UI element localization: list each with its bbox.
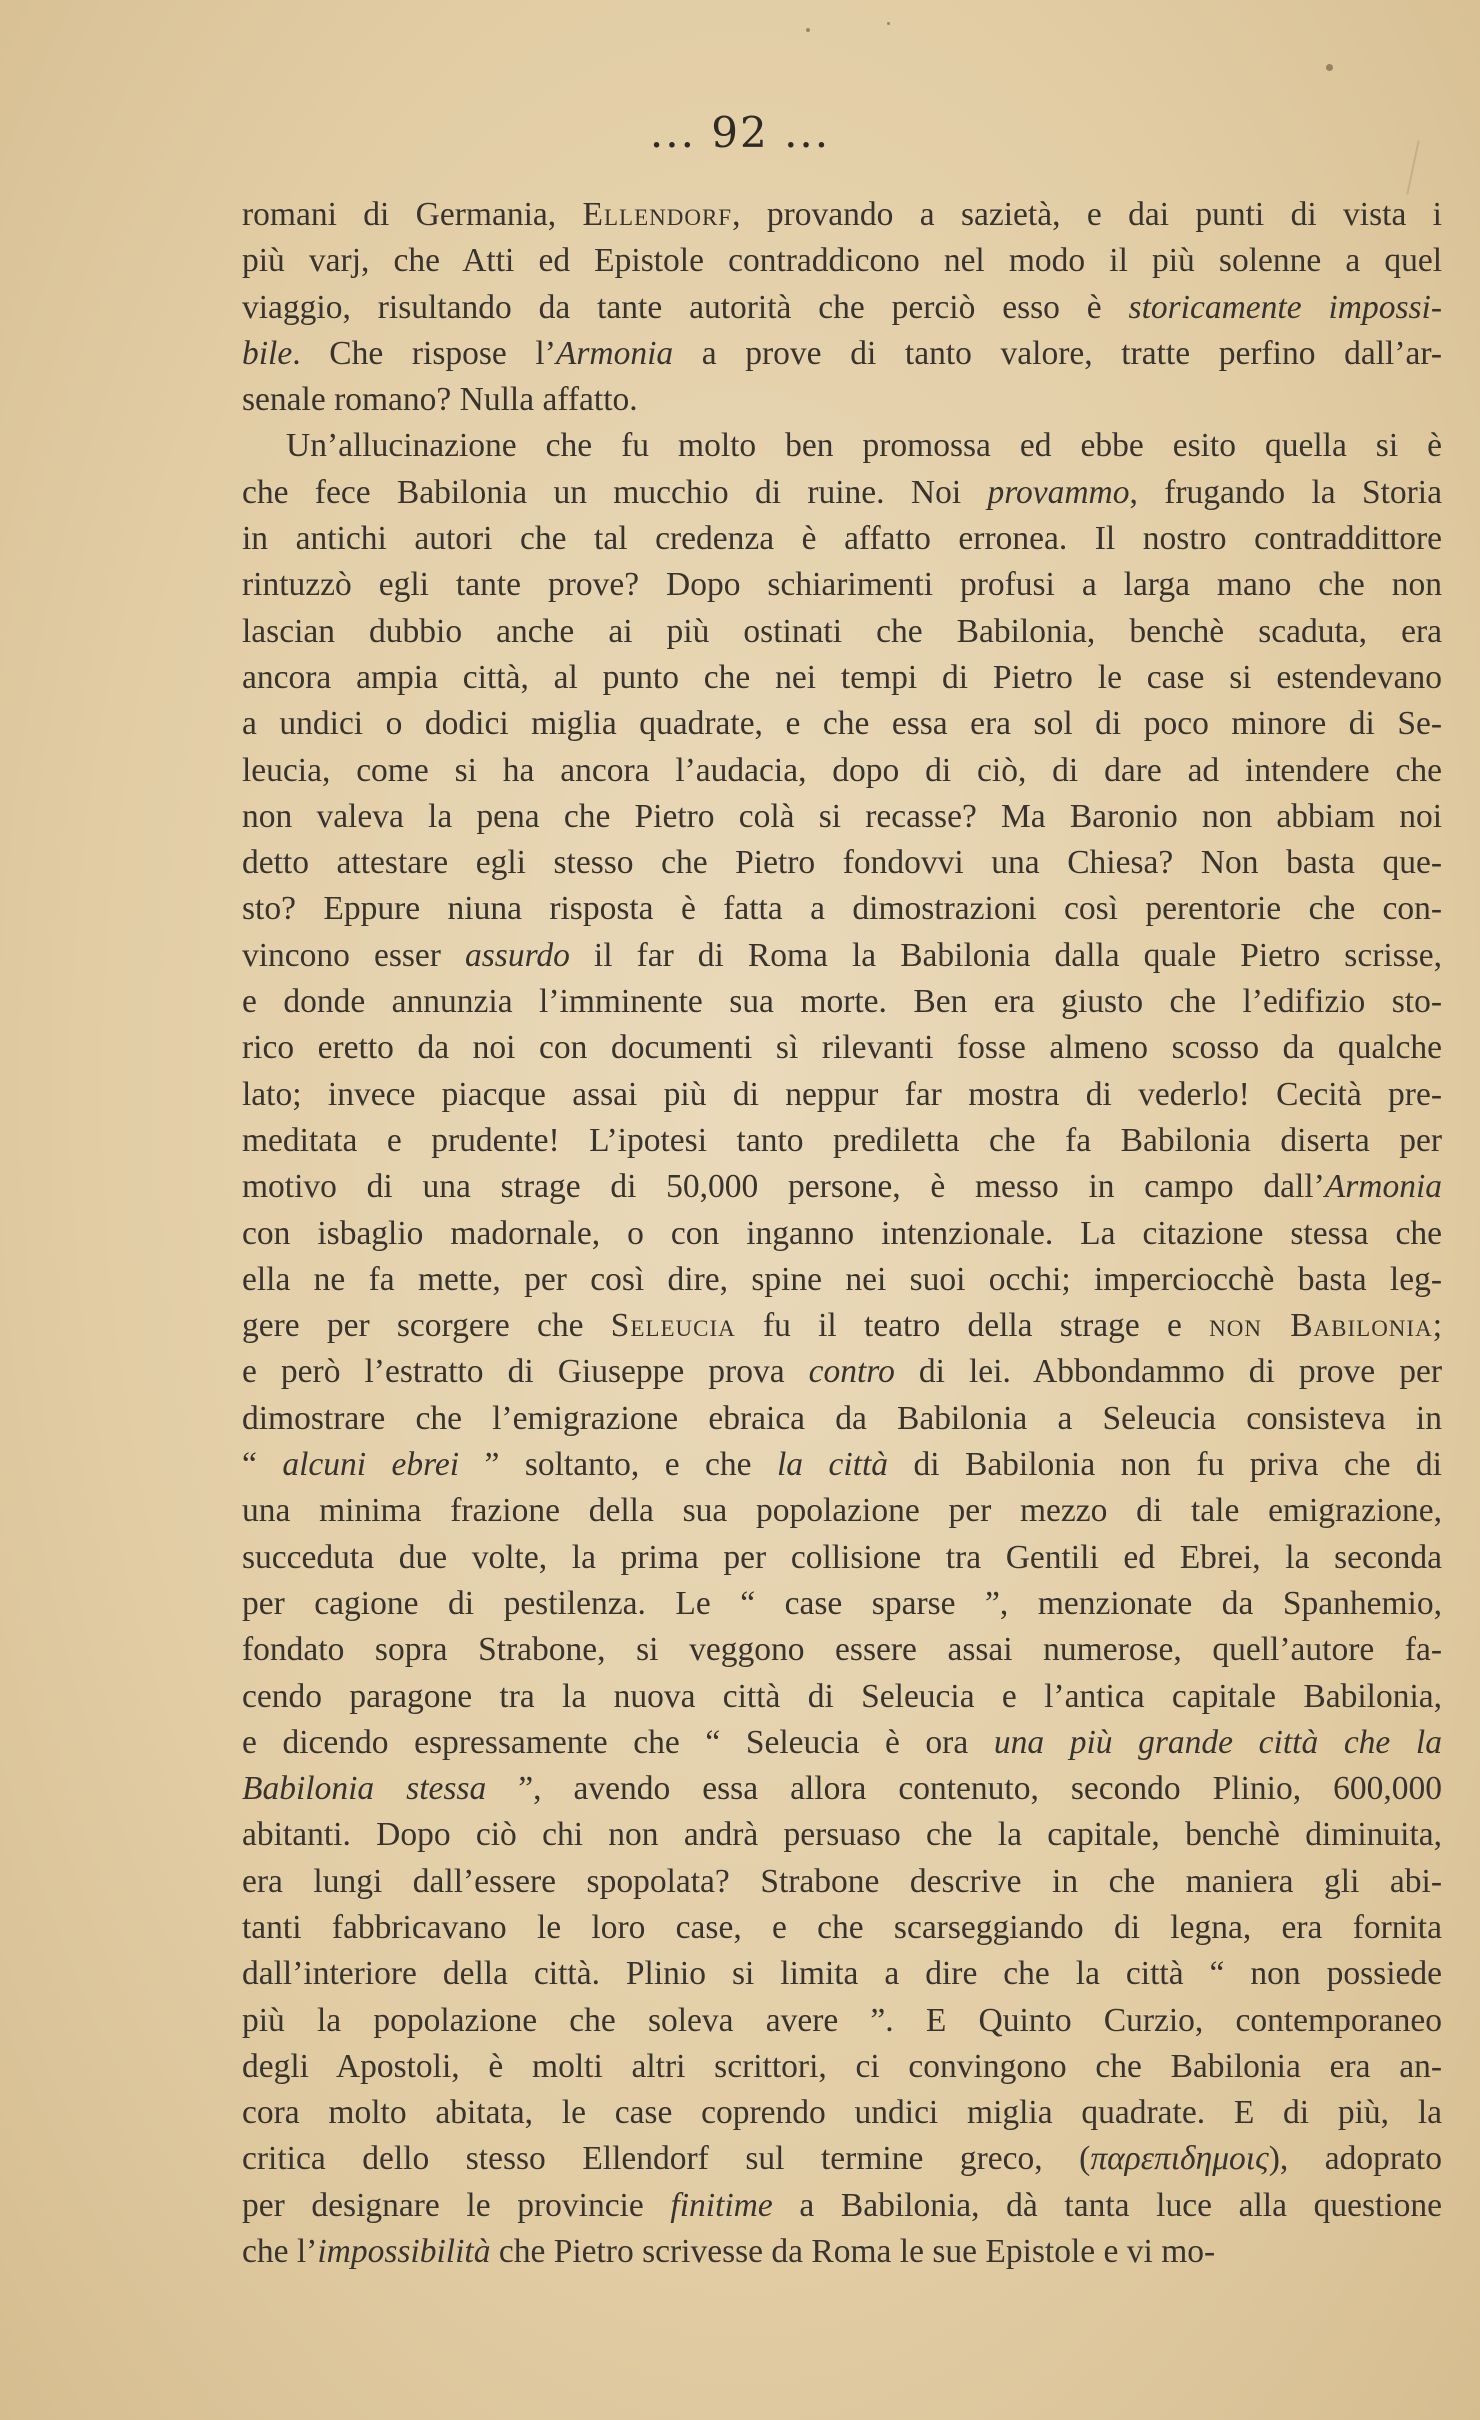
text-line [242, 2183, 1442, 2229]
text-line [242, 840, 1442, 886]
text-line [242, 1627, 1442, 1673]
text-run: senale romano? Nulla affatto. [242, 381, 638, 419]
text-line [242, 2136, 1442, 2182]
text-line [242, 655, 1442, 701]
italic-text: finitime [670, 2186, 773, 2224]
text-run: non valeva la pena che Pietro colà si recasse? Ma Baronio non abbiam noi [242, 797, 1442, 835]
text-run: per cagione di pestilenza. Le “ case sparse ”, menzionate da Spanhemio, [242, 1584, 1442, 1622]
text-run: ella ne fa mette, per così dire, spine nei suoi occhi; imperciocchè basta leg- [242, 1260, 1442, 1298]
text-run: ancora ampia città, al punto che nei tempi di Pietro le case si estendevano [242, 658, 1442, 696]
italic-text: alcuni ebrei [282, 1446, 460, 1484]
text-line [242, 1488, 1442, 1534]
text-line [242, 1951, 1442, 1997]
text-line [242, 979, 1442, 1025]
italic-text: Armonia [1324, 1168, 1442, 1206]
text-run: . Che rispose l’ [292, 334, 556, 372]
text-run: più varj, che Atti ed Epistole contraddicono nel modo il più solenne a quel [242, 242, 1442, 280]
text-run: lascian dubbio anche ai più ostinati che Babilonia, benchè scaduta, era [242, 612, 1442, 650]
italic-text: la città [776, 1446, 889, 1484]
italic-text: Babilonia stessa [242, 1770, 487, 1808]
small-caps-text: non Babilonia [1209, 1307, 1433, 1345]
text-run: che l’ [242, 2233, 318, 2271]
text-run: era lungi dall’essere spopolata? Strabone descrive in che maniera gli abi- [242, 1862, 1442, 1900]
text-run: succeduta due volte, la prima per collisione tra Gentili ed Ebrei, la seconda [242, 1538, 1442, 1576]
text-run: romani di Germania, [242, 196, 583, 233]
text-run: vincono esser [242, 936, 465, 974]
text-run: a prove di tanto valore, tratte perfino dall’ar- [673, 334, 1442, 372]
text-run: e donde annunzia l’imminente sua morte. Ben era giusto che l’edifizio sto- [242, 983, 1442, 1021]
text-run: abitanti. Dopo ciò chi non andrà persuaso che la capitale, benchè diminuita, [242, 1816, 1442, 1854]
text-line [242, 1812, 1442, 1858]
text-line [242, 1025, 1442, 1071]
text-line [242, 470, 1442, 516]
text-run: critica dello stesso Ellendorf sul termine greco, ( [242, 2140, 1091, 2178]
text-run: degli Apostoli, è molti altri scrittori, ci convingono che Babilonia era an- [242, 2047, 1442, 2085]
text-line [242, 1859, 1442, 1905]
paper-speck [806, 28, 810, 32]
text-run: e però l’estratto di Giuseppe prova [242, 1353, 809, 1391]
text-line [242, 331, 1442, 377]
text-run: detto attestare egli stesso che Pietro fondovvi una Chiesa? Non basta que- [242, 844, 1442, 882]
body-text [242, 192, 1442, 2275]
text-run: una minima frazione della sua popolazione per mezzo di tale emigrazione, [242, 1492, 1442, 1530]
text-run: di Babilonia non fu priva che di [888, 1446, 1442, 1484]
text-line [242, 1720, 1442, 1766]
italic-text: impossibilità [317, 2233, 491, 2271]
text-run: più la popolazione che soleva avere ”. E Quinto Curzio, contemporaneo [242, 2001, 1442, 2039]
text-line [242, 238, 1442, 284]
italic-text: παρεπιδημοις [1090, 2140, 1269, 2178]
text-line [242, 1257, 1442, 1303]
text-run: ), adoprato [1268, 2140, 1442, 2178]
text-run: a undici o dodici miglia quadrate, e che essa era sol di poco minore di Se- [242, 705, 1442, 743]
page-number: ... 92 ... [649, 108, 831, 157]
text-run: in antichi autori che tal credenza è affatto erronea. Il nostro contraddittore [242, 520, 1442, 558]
text-line [242, 1674, 1442, 1720]
text-run: di lei. Abbondammo di prove per [894, 1353, 1442, 1391]
text-line [242, 1164, 1442, 1210]
italic-text: una più grande città che la [993, 1723, 1442, 1761]
text-run: dimostrare che l’emigrazione ebraica da Babilonia a Seleucia consisteva in [242, 1399, 1442, 1437]
text-run: a Babilonia, dà tanta luce alla questione [772, 2186, 1442, 2224]
text-line [242, 516, 1442, 562]
text-line [242, 794, 1442, 840]
text-line [242, 1211, 1442, 1257]
text-run: il far di Roma la Babilonia dalla quale Pietro scrisse, [569, 936, 1442, 974]
text-run: con isbaglio madornale, o con inganno intenzionale. La citazione stessa che [242, 1214, 1442, 1252]
text-run: dall’interiore della città. Plinio si limita a dire che la città “ non possiede [242, 1955, 1442, 1993]
text-line [242, 748, 1442, 794]
text-run: cendo paragone tra la nuova città di Seleucia e l’antica capitale Babilonia, [242, 1677, 1442, 1715]
italic-text: bile [242, 334, 293, 372]
text-run: che fece Babilonia un mucchio di ruine. Noi [242, 473, 988, 511]
text-line [242, 2229, 1442, 2275]
text-line [242, 1072, 1442, 1118]
text-line [242, 1998, 1442, 2044]
text-run: che Pietro scrivesse da Roma le sue Epistole e vi mo- [490, 2233, 1216, 2271]
text-run: e dicendo espressamente che “ Seleucia è ora [242, 1723, 994, 1761]
italic-text: Armonia [555, 334, 674, 372]
text-run: viaggio, risultando da tante autorità che perciò esso è [242, 288, 1129, 326]
paper-speck [887, 22, 890, 25]
text-line [242, 1303, 1442, 1349]
text-line [242, 1766, 1442, 1812]
text-run: leucia, come si ha ancora l’audacia, dopo di ciò, di dare ad intendere che [242, 751, 1442, 789]
text-run: ; [1432, 1307, 1442, 1345]
text-line [242, 423, 1442, 469]
text-line [242, 1581, 1442, 1627]
text-line [242, 1349, 1442, 1395]
text-line [242, 192, 1442, 238]
text-run: , frugando la Storia [1129, 473, 1442, 511]
text-run: sto? Eppure niuna risposta è fatta a dimostrazioni così perentorie che con- [242, 890, 1442, 928]
text-line [242, 2044, 1442, 2090]
text-line [242, 2090, 1442, 2136]
italic-text: storicamente impossi- [1128, 288, 1442, 326]
text-line [242, 377, 1442, 423]
text-line [242, 1535, 1442, 1581]
italic-text: provammo [987, 473, 1130, 511]
text-line [242, 1905, 1442, 1951]
text-run: tanti fabbricavano le loro case, e che scarseggiando di legna, era fornita [242, 1908, 1442, 1946]
text-line [242, 285, 1442, 331]
text-run: fondato sopra Strabone, si veggono essere assai numerose, quell’autore fa- [242, 1631, 1442, 1669]
italic-text: contro [808, 1353, 895, 1391]
small-caps-text: Seleucia [610, 1307, 736, 1345]
text-run: lato; invece piacque assai più di neppur far mostra di vederlo! Cecità pre- [242, 1075, 1442, 1113]
text-run: meditata e prudente! L’ipotesi tanto prediletta che fa Babilonia diserta per [242, 1121, 1442, 1159]
text-line [242, 886, 1442, 932]
text-run: fu il teatro della strage e [735, 1307, 1210, 1345]
text-line [242, 701, 1442, 747]
text-run: rico eretto da noi con documenti sì rilevanti fosse almeno scosso da qualche [242, 1029, 1442, 1067]
italic-text: assurdo [465, 936, 570, 974]
text-line [242, 933, 1442, 979]
text-line [242, 1442, 1442, 1488]
paper-speck [1326, 64, 1333, 71]
text-line [242, 1118, 1442, 1164]
text-run: , provando a sazietà, e dai punti di vista i [732, 196, 1442, 233]
text-line [242, 609, 1442, 655]
text-run: “ [242, 1446, 283, 1484]
text-run: ”, avendo essa allora contenuto, secondo Plinio, 600,000 [486, 1770, 1442, 1808]
text-run: rintuzzò egli tante prove? Dopo schiarimenti profusi a larga mano che non [242, 566, 1442, 604]
text-run: gere per scorgere che [242, 1307, 611, 1345]
text-run: cora molto abitata, le case coprendo undici miglia quadrate. E di più, la [242, 2094, 1442, 2132]
text-run: per designare le provincie [242, 2186, 671, 2224]
text-run: motivo di una strage di 50,000 persone, è messo in campo dall’ [242, 1168, 1325, 1206]
text-line [242, 1396, 1442, 1442]
text-line [242, 562, 1442, 608]
text-run: Un’allucinazione che fu molto ben promossa ed ebbe esito quella si è [286, 427, 1442, 465]
small-caps-text: Ellendorf [582, 196, 733, 233]
text-run: ” soltanto, e che [459, 1446, 777, 1484]
